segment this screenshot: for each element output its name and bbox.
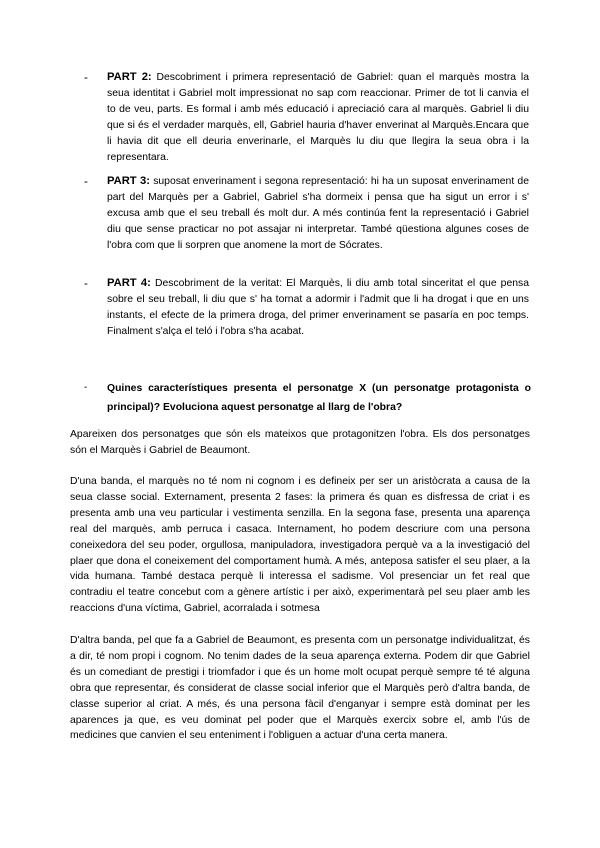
part-label: PART 3: [107, 175, 150, 187]
part-label: PART 4: [107, 277, 151, 289]
part-label: PART 2: [107, 71, 152, 83]
bullet-dash: - [84, 71, 88, 84]
question-heading: Quines característiques presenta el personatge X (un personatge protagonista o principal)? Evoluciona aquest personatge al llarg de l'obra? [107, 383, 531, 413]
list-item [84, 276, 529, 340]
part-text: Descobriment de la veritat: El Marquès, li diu amb total sinceritat el que pensa sobre el seu treball, li diu que s' ha tornat a adormir i l'admit que li ha drogat i que en uns instants, el efecte de la primera droga, del primer enverinament se pasaría en poc temps. Finalment s'alça el teló i l'obra s'ha acabat. [107, 278, 529, 337]
bullet-dash: - [84, 277, 88, 290]
paragraph-intro: Apareixen dos personatges que són els mateixos que protagonitzen l'obra. Els dos personatges són el Marquès i Gabriel de Beaumont. [70, 429, 530, 456]
bullet-dash: - [84, 382, 88, 393]
paragraph-marques: D'una banda, el marquès no té nom ni cognom i es defineix per ser un aristòcrata a causa de la seua classe social. Externament, presenta 2 fases: la primera és quan es disfressa de criat i es presenta amb una veu particular i vestimenta senzilla. En la segona fase, presenta una aparença real del marquès, amb perruca i casaca. Internament, ho podem descriure com una persona coneixedora del seu poder, orgullosa, manipuladora, investigadora perquè va a la investigació del plaer que dona el coneixement del comportament humà. A més, anteposa satisfer el seu plaer, a la vida humana. També destaca perquè li interessa el sadisme. Vol presenciar un fet real que contradiu el teatre concebut com a gènere artístic i per això, experimentarà pel seu plaer amb les reaccions d'una víctima, Gabriel, acorralada i sotmesa [70, 476, 530, 615]
list-item [84, 70, 529, 165]
part-text: suposat enverinament i segona representació: hi ha un suposat enverinament de part del Marquès per a Gabriel, Gabriel s'ha dormeix i pensa que ha sigut un error i s' excusa amb que el seu treball és molt dur. A més continúa fent la representació i Gabriel diu que sense practicar no pot assajar ni interpretar. També qüestiona algunes coses de l'obra com que li sorpren que anomene la mort de Sócrates. [107, 176, 529, 251]
list-item [84, 174, 529, 254]
question-item [84, 380, 531, 417]
bullet-paragraph [107, 276, 529, 340]
bullet-dash: - [84, 175, 88, 188]
part-text: Descobriment i primera representació de Gabriel: quan el marquès mostra la seua identitat i Gabriel molt impressionat no sap com reaccionar. Primer de tot li canvia el to de veu, parts. Es formal i amb més educació i apreciació cara al marquès. Gabriel li diu que si és el verdader marquès, ell, Gabriel hauria d'haver enverinat al Marquès.Encara que li havia dit que ell deuria enverinarle, el Marquès lu diu que llegira la seua obra i la representara. [107, 72, 529, 163]
bullet-paragraph [107, 70, 529, 165]
paragraph-gabriel: D'altra banda, pel que fa a Gabriel de Beaumont, es presenta com un personatge individualitzat, és a dir, té nom propi i cognom. No tenim dades de la seua aparença externa. Podem dir que Gabriel és un comediant de prestigi i triomfador i que és un home molt ocupat perquè sempre té té alguna obra que representar, és considerat de classe social inferior que el Marquès però d'altra banda, de classe superior al criat. A més, és una persona fàcil d'enganyar i sempre està dominat per les aparences ja que, es veu dominat pel poder que el Marquès exercix sobre el, amb l'ús de medicines que canvien el seu enteniment i l'obliguen a actuar d'una certa manera. [70, 635, 530, 742]
bullet-paragraph [107, 174, 529, 254]
